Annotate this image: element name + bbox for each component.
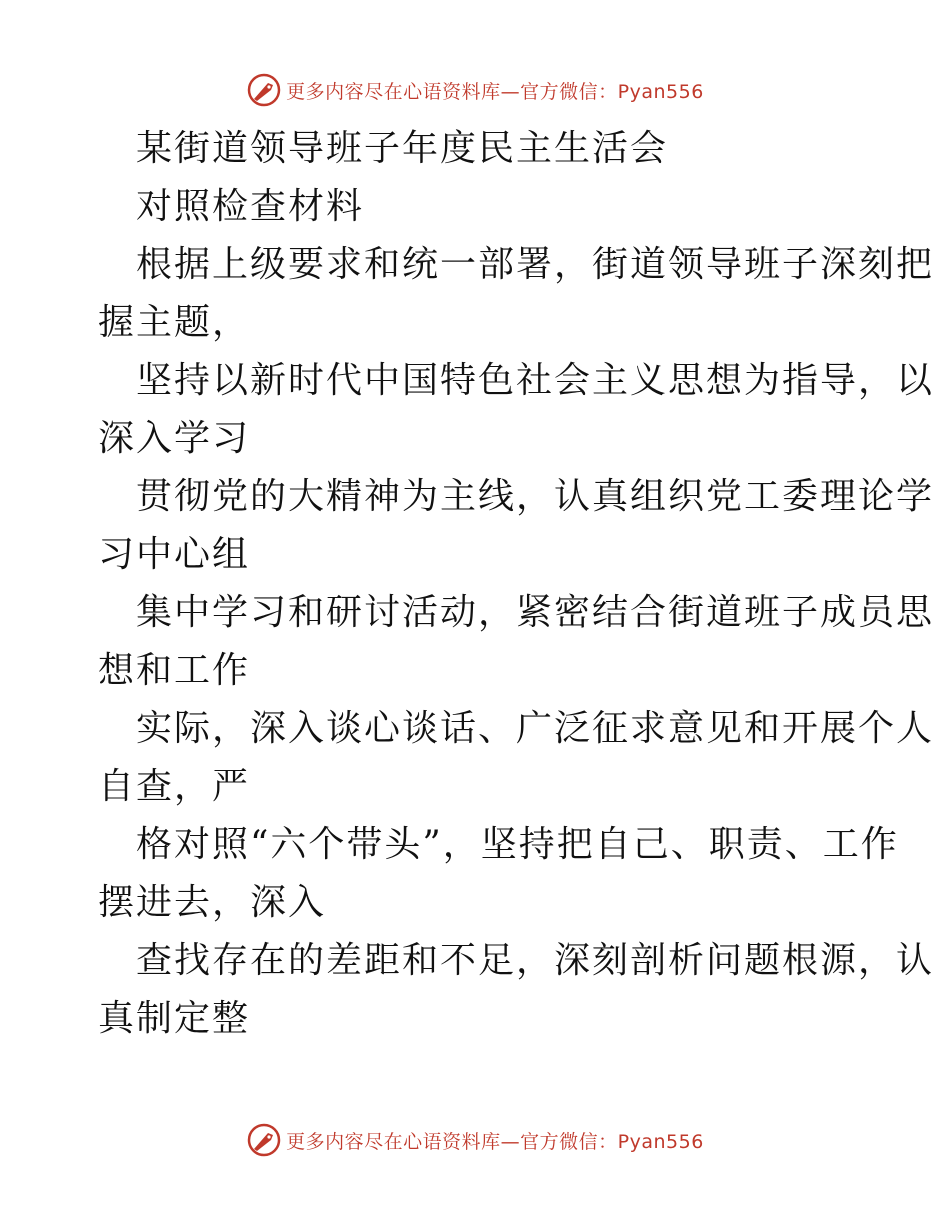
paragraph-line: 习中心组	[98, 534, 251, 575]
paragraph-line: 格对照“六个带头”，坚持把自己、职责、工作	[136, 824, 899, 865]
paragraph-line: 集中学习和研讨活动，紧密结合街道班子成员思	[136, 592, 935, 633]
doc-title-line-2: 对照检查材料	[136, 186, 365, 227]
paragraph-line: 坚持以新时代中国特色社会主义思想为指导，以	[136, 360, 935, 401]
footer-watermark-banner	[0, 1120, 950, 1160]
paragraph-line: 摆进去，深入	[98, 882, 327, 923]
banner-text	[286, 1127, 704, 1154]
banner-dash: —	[500, 1130, 521, 1153]
paragraph-line: 查找存在的差距和不足，深刻剖析问题根源，认	[136, 940, 935, 981]
header-watermark-banner	[0, 70, 950, 110]
paragraph-line: 握主题，	[98, 302, 251, 343]
banner-contact: 官方微信：Pyan556	[520, 1130, 704, 1153]
paragraph-line: 想和工作	[98, 650, 251, 691]
paragraph-line: 真制定整	[98, 998, 251, 1039]
banner-title: 更多内容尽在心语资料库	[286, 80, 501, 103]
banner-text	[286, 77, 704, 104]
banner-dash: —	[500, 80, 521, 103]
document-body	[98, 120, 935, 1048]
paragraph-line: 根据上级要求和统一部署，街道领导班子深刻把	[136, 244, 935, 285]
paragraph-line: 自查，严	[98, 766, 251, 807]
banner-contact: 官方微信：Pyan556	[520, 80, 704, 103]
paragraph-line: 实际，深入谈心谈话、广泛征求意见和开展个人	[136, 708, 935, 749]
pen-nib-logo-icon	[246, 72, 282, 108]
pen-nib-logo-icon	[246, 1122, 282, 1158]
paragraph-line: 贯彻党的大精神为主线，认真组织党工委理论学	[136, 476, 935, 517]
paragraph-line: 深入学习	[98, 418, 251, 459]
doc-title-line-1: 某街道领导班子年度民主生活会	[136, 128, 669, 169]
banner-title: 更多内容尽在心语资料库	[286, 1130, 501, 1153]
